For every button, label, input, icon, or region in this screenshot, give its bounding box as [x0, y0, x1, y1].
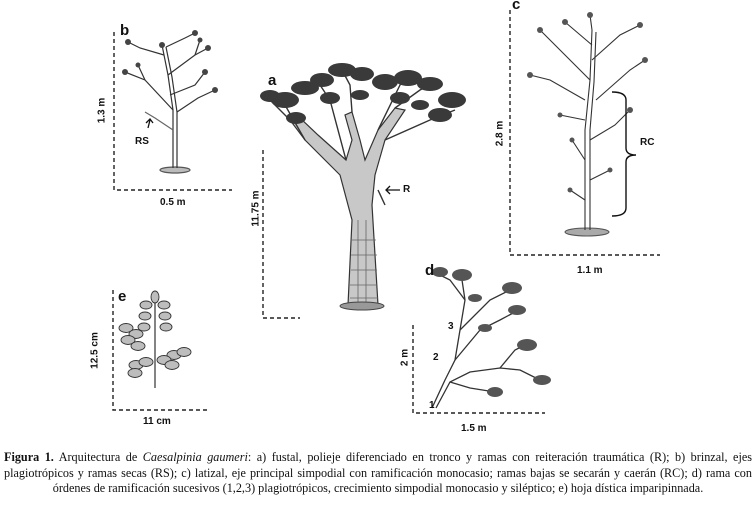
caption-species: Caesalpinia gaumeri — [142, 450, 248, 464]
panel-c-rc-label: RC — [640, 137, 655, 148]
panel-a-r-label: R — [403, 184, 411, 195]
panel-e-width-label: 11 cm — [143, 416, 171, 427]
panel-d-letter: d — [425, 262, 435, 279]
panel-a-canopy — [260, 63, 466, 124]
panel-e-height-label: 12.5 cm — [89, 332, 101, 369]
panel-b-leaves — [122, 30, 218, 93]
figure-caption — [4, 450, 752, 497]
panel-b-height-label: 1.3 m — [96, 97, 108, 124]
panel-a-r-arrow — [386, 186, 400, 194]
caption-text-1: Arquitectura de — [53, 450, 143, 464]
panel-a-height-label: 11.75 m — [250, 190, 262, 227]
panel-c-height-label: 2.8 m — [494, 120, 506, 147]
panel-c-letter: c — [512, 0, 521, 13]
panel-e-letter: e — [118, 288, 127, 305]
caption-text-2: : a) fustal, polieje diferenciado en tronco y ramas con reiteración traumática (R); b) brinzal, ejes plagiotrópicos y ramas secas (RS); c) latizal, eje principal simpodial con ramificación monocasio; ramas bajas se secarán y caerán (RC); d) rama con órdenes de ramificación sucesivos (1,2,3) plagiotrópicos, crecimiento simpodial monocasio y siléptico; e) hoja dística imparipinnada. — [4, 450, 753, 495]
panel-a-letter: a — [268, 72, 277, 89]
panel-b-letter: b — [120, 22, 130, 39]
panel-b-rs-label: RS — [135, 136, 149, 147]
panel-c-drawing — [530, 15, 645, 236]
panel-d-order-3: 3 — [448, 321, 454, 332]
panel-a-scale-lines — [263, 150, 300, 318]
panel-c-width-label: 1.1 m — [577, 265, 603, 276]
panel-d-width-label: 1.5 m — [461, 423, 487, 434]
panel-d-height-label: 2 m — [399, 348, 411, 367]
panel-b-drawing — [125, 33, 215, 173]
panel-d-leaves — [432, 267, 551, 397]
panel-d-order-2: 2 — [433, 352, 439, 363]
panel-b-width-label: 0.5 m — [160, 197, 186, 208]
panel-b-rs-arrow — [146, 119, 153, 128]
caption-label: Figura 1. — [4, 450, 54, 464]
panel-e-drawing — [119, 291, 191, 388]
panel-d-order-1: 1 — [429, 400, 435, 411]
